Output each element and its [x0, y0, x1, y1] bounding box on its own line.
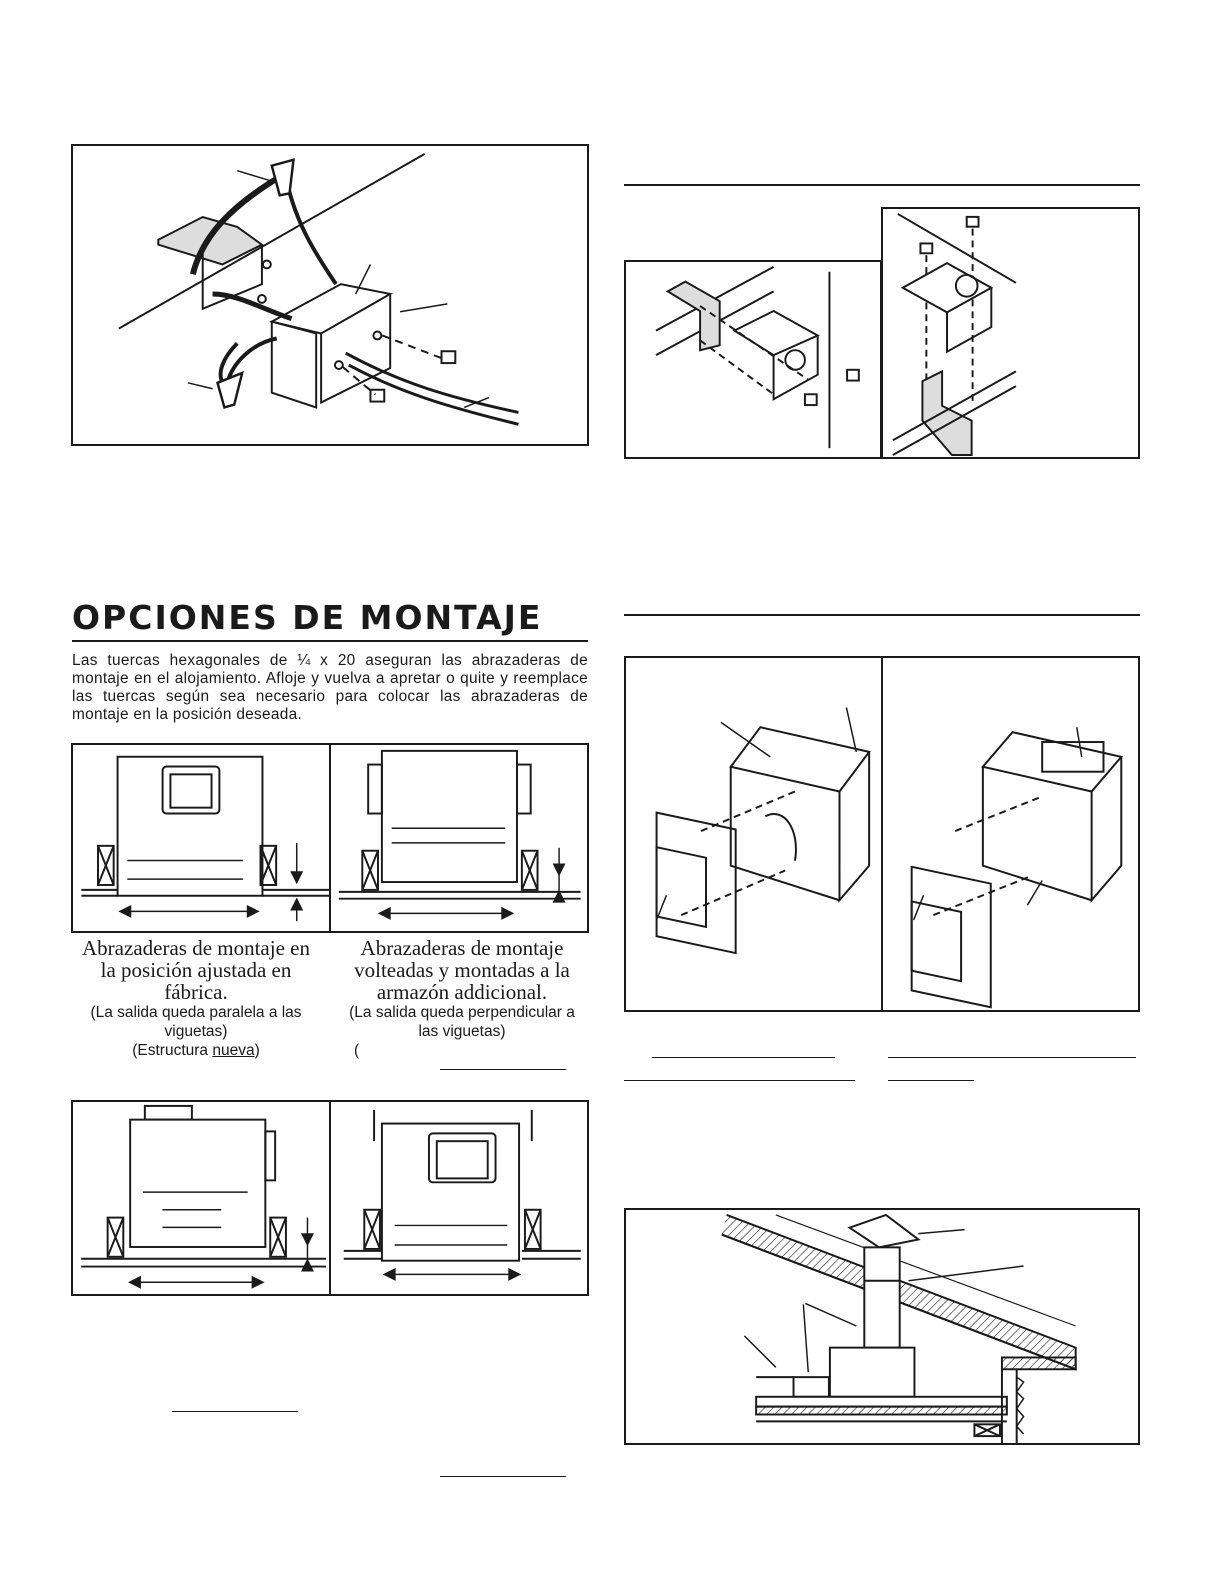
- duct-underline-2: [888, 1057, 1136, 1058]
- duct-underline-3: [624, 1080, 855, 1081]
- caption-underline: [440, 1069, 566, 1070]
- bracket-reverse-figure: [624, 260, 882, 459]
- blank-underline-2: [440, 1476, 566, 1477]
- bracket-flip-figure: [881, 207, 1140, 459]
- section-title-rule: [72, 640, 588, 642]
- duct-underline-4: [888, 1080, 974, 1081]
- mounting-row-1-divider: [329, 743, 331, 933]
- caption-flipped-position: [340, 937, 584, 1060]
- section-title: OPCIONES DE MONTAJE: [72, 598, 543, 637]
- roof-ducting-drawing: [626, 1210, 1138, 1443]
- caption-factory-main: Abrazaderas de montaje en la posición ajustada en fábrica.: [82, 936, 310, 1004]
- caption-factory-note: (La salida queda paralela a las viguetas): [90, 1004, 302, 1040]
- caption-flipped-note: (La salida queda perpendicular a las viguetas): [349, 1004, 575, 1040]
- section-rule-middle-right: [624, 614, 1140, 616]
- section-rule-top-right: [624, 184, 1140, 186]
- caption-flipped-main: Abrazaderas de montaje volteadas y montadas a la armazón addicional.: [354, 936, 570, 1004]
- mounting-row-2-divider: [329, 1100, 331, 1296]
- wiring-diagram-drawing: [73, 146, 587, 444]
- duct-adapter-figure: [624, 656, 1140, 1012]
- wiring-diagram-figure: [71, 144, 589, 446]
- duct-underline-1: [652, 1057, 835, 1058]
- blank-underline-1: [172, 1411, 298, 1412]
- caption-factory-position: [72, 937, 320, 1060]
- bracket-flip-drawing: [883, 209, 1138, 457]
- section-intro: Las tuercas hexagonales de ¼ x 20 aseguran las abrazaderas de montaje en el alojamiento. Afloje y vuelva a apretar o quite y reemplace las tuercas según sea necesario para colocar las abrazaderas de montaje en la posición deseada.: [72, 652, 588, 723]
- caption-factory-structure: (Estructura nueva): [132, 1042, 260, 1059]
- duct-adapter-drawing: [626, 658, 1138, 1010]
- bracket-reverse-drawing: [626, 262, 880, 457]
- roof-ducting-figure: [624, 1208, 1140, 1445]
- caption-flipped-structure: (: [354, 1042, 360, 1059]
